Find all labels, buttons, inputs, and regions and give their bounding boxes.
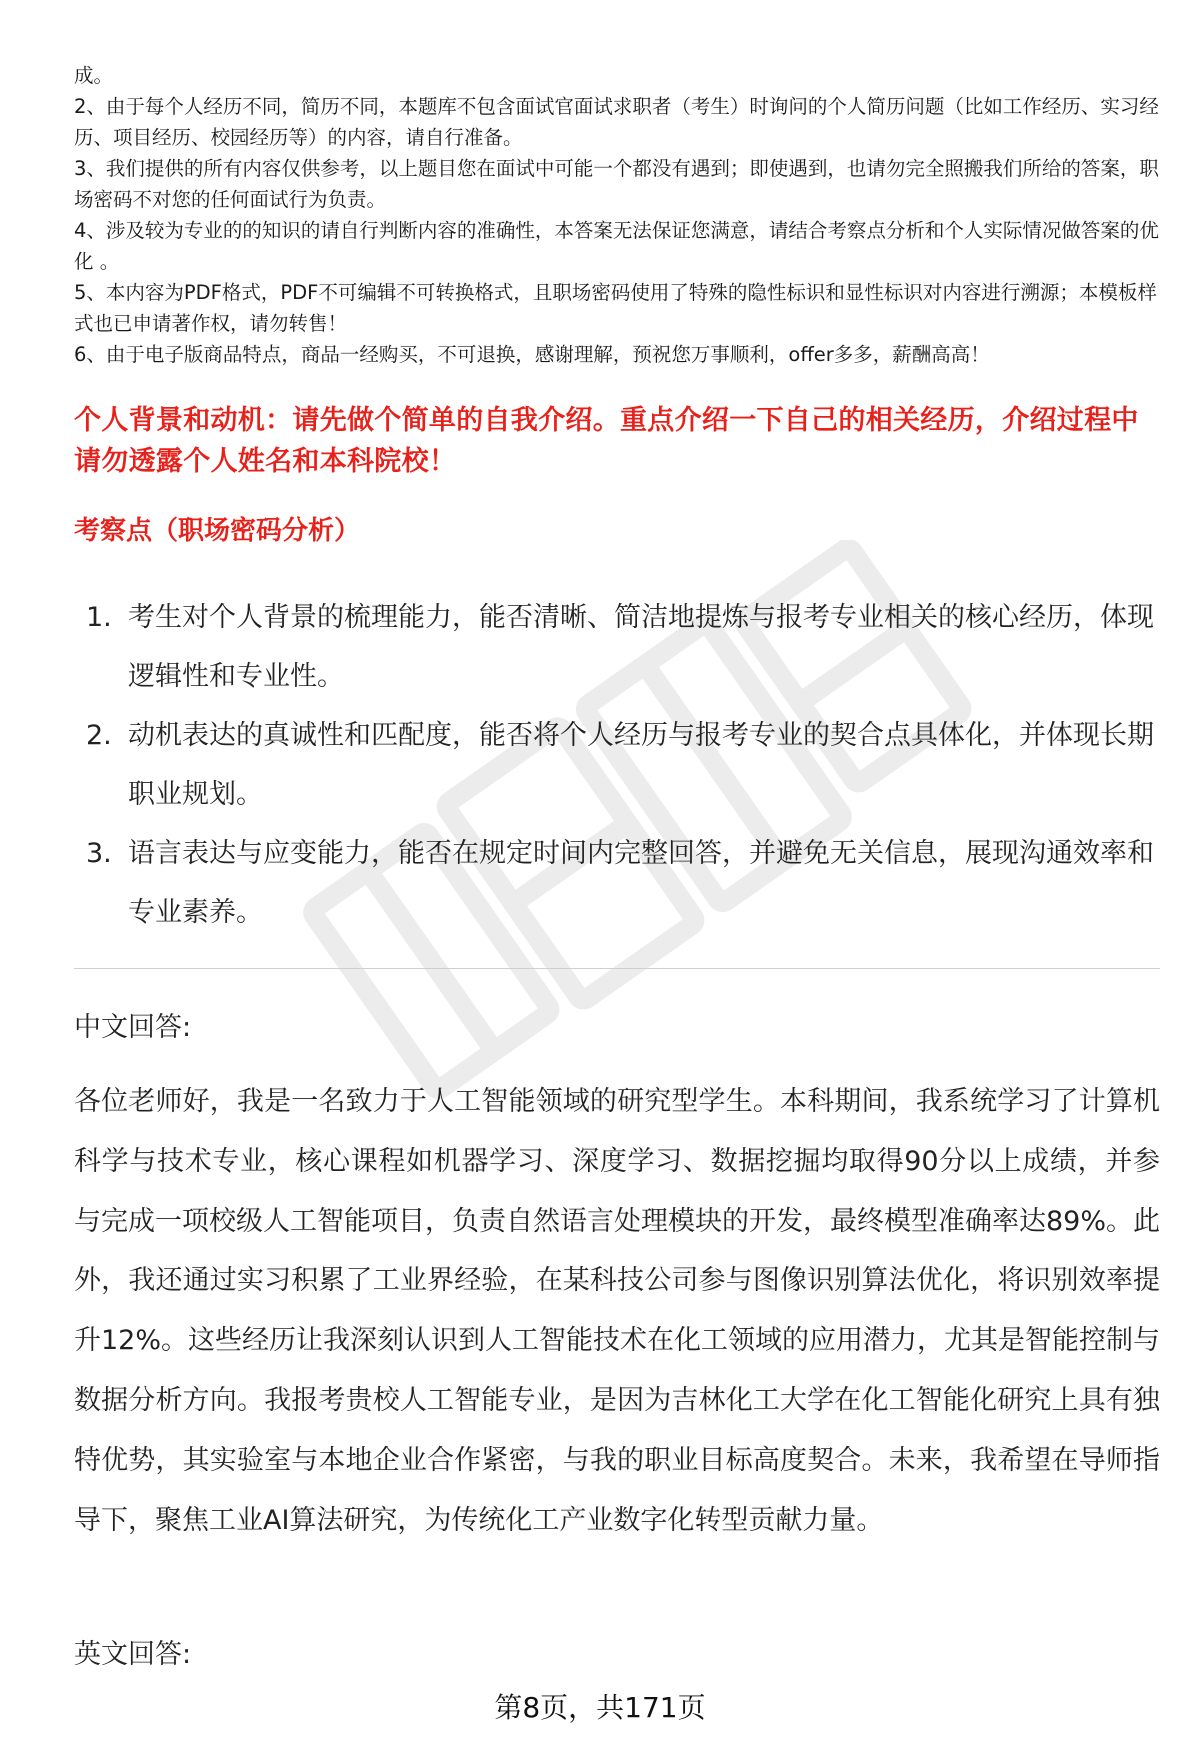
assessment-points-list: [74, 588, 1160, 942]
note-line: 5、本内容为PDF格式，PDF不可编辑不可转换格式，且职场密码使用了特殊的隐性标识和显性标识对内容进行溯源；本模板样式也已申请著作权，请勿转售！: [74, 281, 1157, 335]
chinese-answer-label: 中文回答:: [74, 1012, 192, 1043]
note-line: 6、由于电子版商品特点，商品一经购买，不可退换，感谢理解，预祝您万事顺利，offer多多，薪酬高高！: [74, 343, 990, 366]
page-number-footer: 第8页，共171页: [494, 1691, 706, 1724]
section-divider: [74, 968, 1160, 969]
points-title: 考察点（职场密码分析）: [74, 516, 361, 546]
list-item-text: 语言表达与应变能力，能否在规定时间内完整回答，并避免无关信息，展现沟通效率和专业素养。: [128, 838, 1154, 928]
list-item: [74, 706, 1160, 824]
list-item-number: 3.: [86, 838, 112, 869]
list-item: [74, 824, 1160, 942]
question-heading: 个人背景和动机：请先做个简单的自我介绍。重点介绍一下自己的相关经历，介绍过程中请勿透露个人姓名和本科院校！: [74, 405, 1139, 477]
english-answer-label: 英文回答:: [74, 1639, 192, 1670]
list-item-number: 2.: [86, 720, 112, 751]
list-item-text: 动机表达的真诚性和匹配度，能否将个人经历与报考专业的契合点具体化，并体现长期职业规划。: [128, 720, 1154, 810]
chinese-answer-text: 各位老师好，我是一名致力于人工智能领域的研究型学生。本科期间，我系统学习了计算机科学与技术专业，核心课程如机器学习、深度学习、数据挖掘均取得90分以上成绩，并参与完成一项校级人工智能项目，负责自然语言处理模块的开发，最终模型准确率达89%。此外，我还通过实习积累了工业界经验，在某科技公司参与图像识别算法优化，将识别效率提升12%。这些经历让我深刻认识到人工智能技术在化工领域的应用潜力，尤其是智能控制与数据分析方向。我报考贵校人工智能专业，是因为吉林化工大学在化工智能化研究上具有独特优势，其实验室与本地企业合作紧密，与我的职业目标高度契合。未来，我希望在导师指导下，聚焦工业AI算法研究，为传统化工产业数字化转型贡献力量。: [74, 1086, 1161, 1536]
list-item-text: 考生对个人背景的梳理能力，能否清晰、简洁地提炼与报考专业相关的核心经历，体现逻辑性和专业性。: [128, 602, 1154, 692]
note-line: 4、涉及较为专业的的知识的请自行判断内容的准确性，本答案无法保证您满意，请结合考察点分析和个人实际情况做答案的优化 。: [74, 219, 1159, 273]
note-line: 3、我们提供的所有内容仅供参考，以上题目您在面试中可能一个都没有遇到；即使遇到，也请勿完全照搬我们所给的答案，职场密码不对您的任何面试行为负责。: [74, 157, 1159, 211]
list-item: [74, 588, 1160, 706]
list-item-number: 1.: [86, 602, 112, 633]
disclaimer-notes: [74, 60, 1160, 370]
note-line: 2、由于每个人经历不同，简历不同，本题库不包含面试官面试求职者（考生）时询问的个人简历问题（比如工作经历、实习经历、项目经历、校园经历等）的内容，请自行准备。: [74, 95, 1159, 149]
note-line: 成。: [74, 64, 114, 87]
